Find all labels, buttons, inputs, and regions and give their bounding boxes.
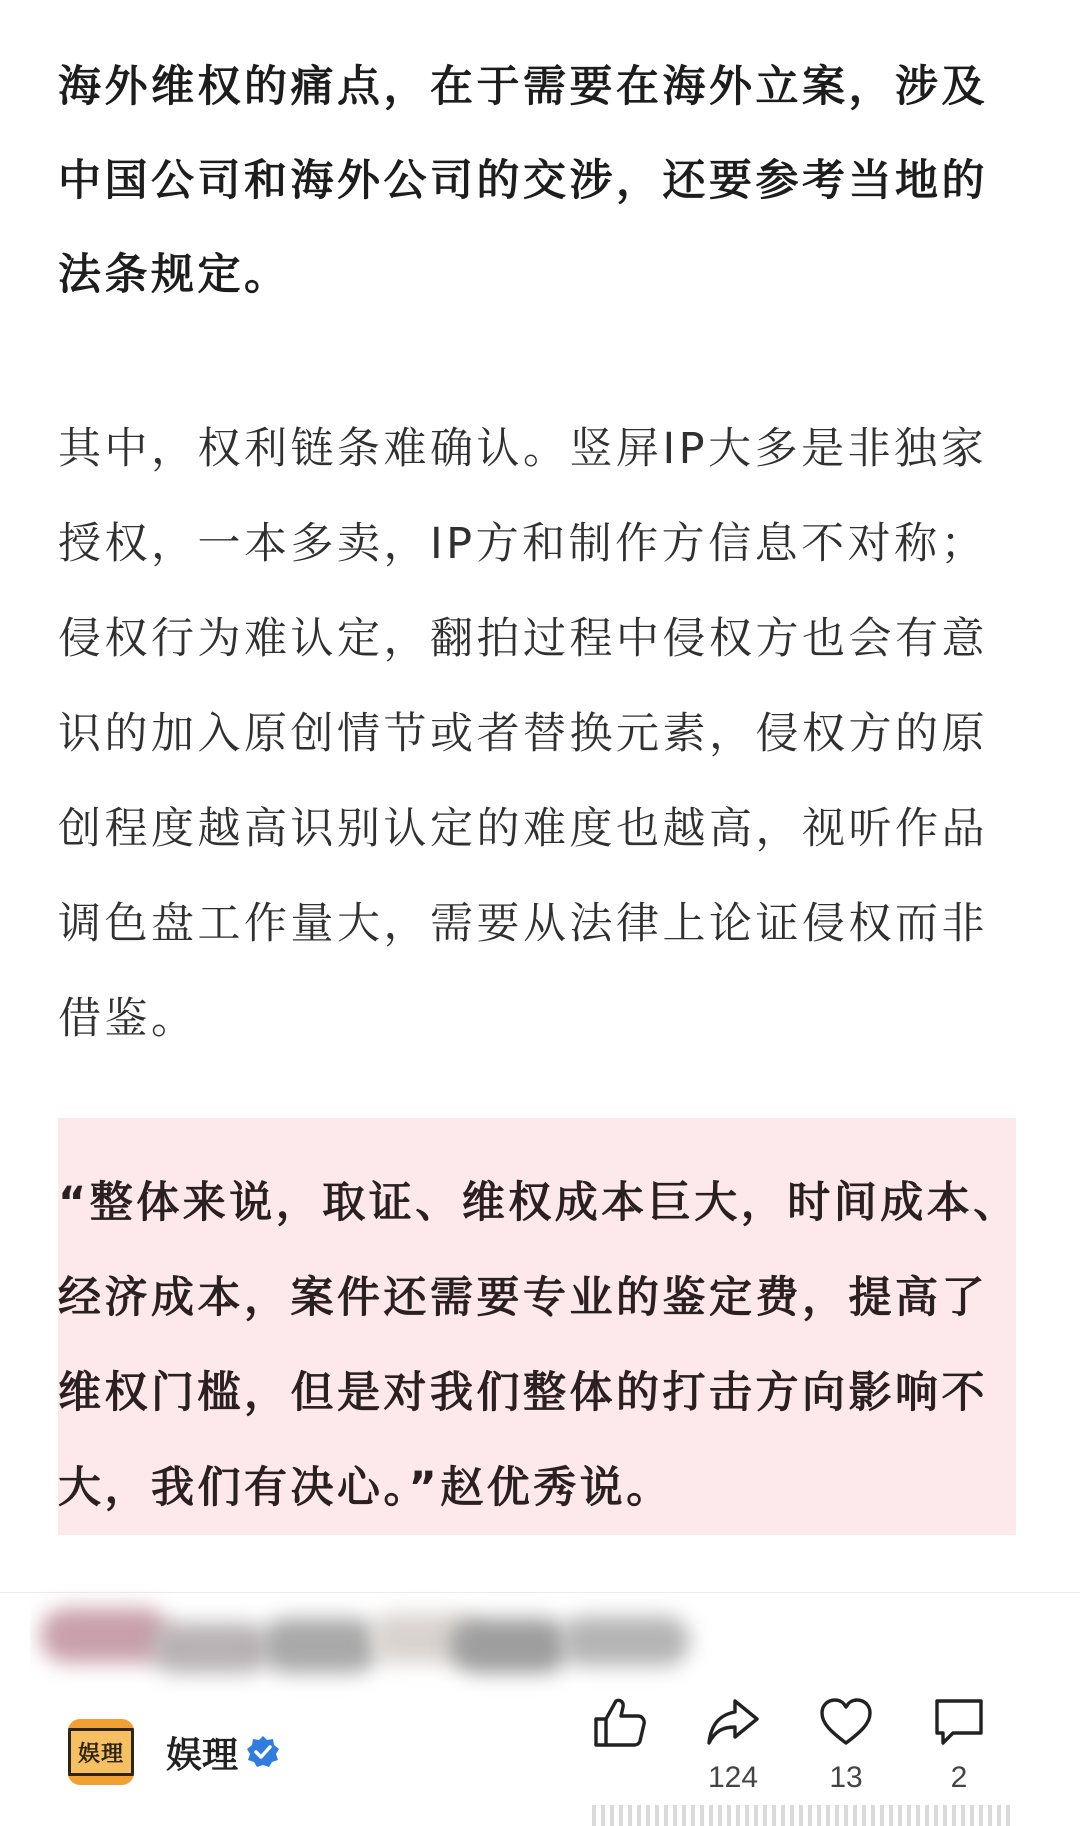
quote-line: 维权门槛，但是对我们整体的打击方向影响不 [58, 1368, 988, 1418]
paragraph-line: 调色盘工作量大，需要从法律上论证侵权而非 [58, 899, 988, 949]
redacted-overlay [30, 1588, 720, 1698]
share-count: 124 [707, 1761, 759, 1794]
comment-icon [931, 1695, 987, 1751]
paragraph-line: 识的加入原创情节或者替换元素，侵权方的原 [58, 709, 988, 759]
article-paragraph-1 [58, 40, 1023, 322]
share-icon [705, 1695, 761, 1751]
quote-line: “整体来说，取证、维权成本巨大，时间成本、 [58, 1178, 1020, 1228]
author-info[interactable] [68, 1712, 280, 1792]
comment-count: 2 [950, 1761, 968, 1794]
favorite-button[interactable] [801, 1695, 891, 1795]
heart-icon [818, 1695, 874, 1751]
quote-paragraph [58, 1156, 1023, 1536]
quote-line: 经济成本，案件还需要专业的鉴定费，提高了 [58, 1273, 988, 1323]
article-paragraph-2 [58, 402, 1023, 1067]
favorite-count: 13 [829, 1761, 863, 1794]
share-button[interactable] [688, 1695, 778, 1795]
verified-badge-icon [246, 1735, 280, 1769]
logo-badge [68, 1728, 134, 1776]
paragraph-line: 侵权行为难认定，翻拍过程中侵权方也会有意 [58, 614, 988, 664]
thumbs-up-icon [592, 1695, 648, 1751]
logo-text: 娱理 [77, 1741, 124, 1767]
paragraph-line: 法条规定。 [58, 250, 291, 300]
paragraph-line: 其中，权利链条难确认。竖屏IP大多是非独家 [58, 424, 988, 474]
quote-line: 大，我们有决心。”赵优秀说。 [58, 1463, 673, 1513]
author-logo[interactable] [68, 1719, 134, 1785]
comment-button[interactable] [914, 1695, 1004, 1795]
paragraph-line: 借鉴。 [58, 994, 198, 1044]
paragraph-line: 创程度越高识别认定的难度也越高，视听作品 [58, 804, 988, 854]
author-name[interactable]: 娱理 [166, 1734, 239, 1776]
paragraph-line: 授权，一本多卖，IP方和制作方信息不对称； [58, 519, 988, 569]
paragraph-line: 海外维权的痛点，在于需要在海外立案，涉及 [58, 62, 988, 112]
image-edge-artifact [592, 1805, 1012, 1826]
like-button[interactable] [575, 1695, 665, 1761]
paragraph-line: 中国公司和海外公司的交涉，还要参考当地的 [58, 156, 988, 206]
